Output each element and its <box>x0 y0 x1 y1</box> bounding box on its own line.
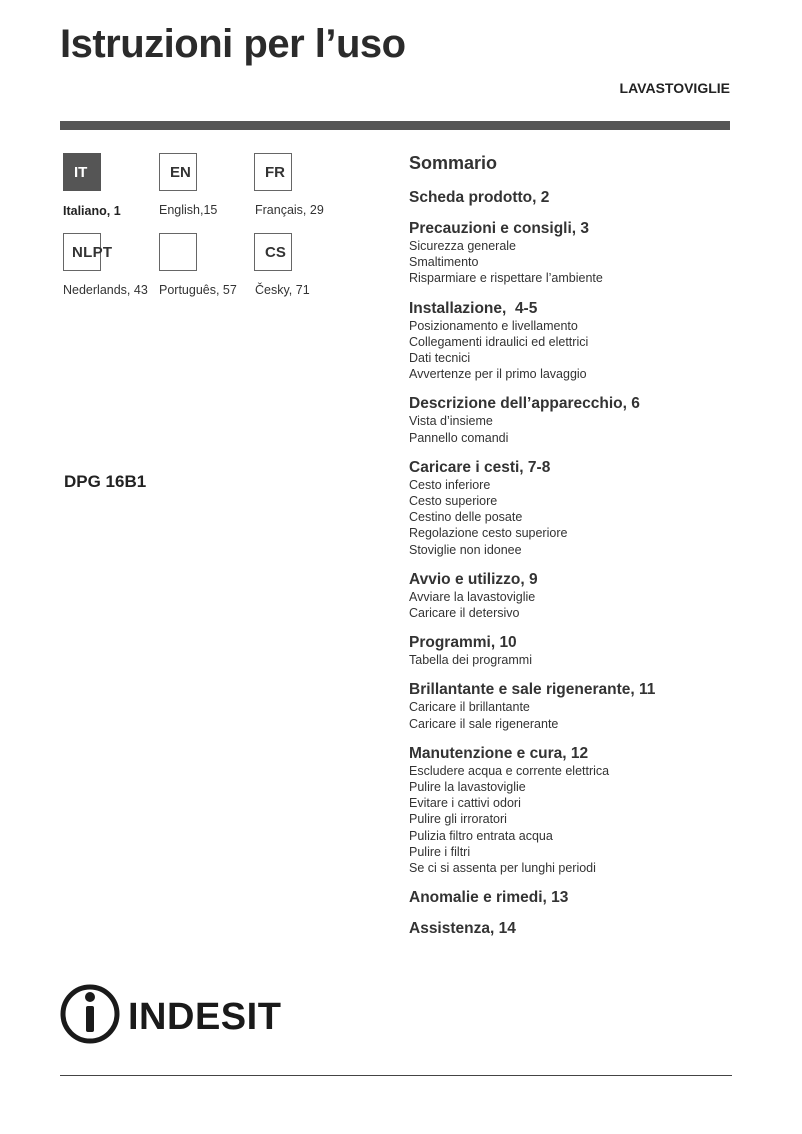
lang-caption-it: Italiano, 1 <box>63 204 121 218</box>
toc-section-caricare-cesti <box>409 458 749 558</box>
toc-item[interactable]: Pulire i filtri <box>409 844 471 859</box>
toc-heading[interactable]: Anomalie e rimedi, 13 <box>409 889 569 907</box>
lang-caption-fr: Français, 29 <box>255 203 324 217</box>
toc-item[interactable]: Tabella dei programmi <box>409 653 532 668</box>
toc-item[interactable]: Evitare i cattivi odori <box>409 796 521 811</box>
toc-heading[interactable]: Avvio e utilizzo, 9 <box>409 570 538 588</box>
toc-heading[interactable]: Brillantante e sale rigenerante, 11 <box>409 681 656 699</box>
logo-dot <box>85 992 95 1002</box>
toc-heading[interactable]: Installazione, 4-5 <box>409 299 538 317</box>
indesit-logo <box>60 984 295 1044</box>
toc-section-installazione <box>409 299 749 383</box>
header-divider <box>60 121 730 130</box>
toc-item[interactable]: Pannello comandi <box>409 430 509 445</box>
toc-item[interactable]: Caricare il brillantante <box>409 700 530 715</box>
toc-item[interactable]: Smaltimento <box>409 255 479 270</box>
toc-heading[interactable]: Scheda prodotto, 2 <box>409 189 550 206</box>
toc-item[interactable]: Caricare il detersivo <box>409 606 520 621</box>
toc-item[interactable]: Caricare il sale rigenerante <box>409 716 559 731</box>
toc-item[interactable]: Cesto inferiore <box>409 477 491 492</box>
toc-item[interactable]: Collegamenti idraulici ed elettrici <box>409 334 589 349</box>
toc-item[interactable]: Se ci si assenta per lunghi periodi <box>409 861 596 876</box>
lang-box-it[interactable]: IT <box>63 153 101 191</box>
toc-heading[interactable]: Programmi, 10 <box>409 634 517 652</box>
lang-box-pt[interactable] <box>159 233 197 271</box>
toc-item[interactable]: Posizionamento e livellamento <box>409 318 578 333</box>
toc-item[interactable]: Sicurezza generale <box>409 239 517 253</box>
lang-box-nlpt-label: NLPT <box>72 243 113 261</box>
toc-item[interactable]: Avvertenze per il primo lavaggio <box>409 367 587 382</box>
toc-title: Sommario <box>409 153 498 173</box>
toc-section-precauzioni <box>409 219 749 287</box>
toc-section-assistenza <box>409 919 749 938</box>
toc-item[interactable]: Cestino delle posate <box>409 510 523 525</box>
toc-section-manutenzione <box>409 744 749 876</box>
model-number: DPG 16B1 <box>64 472 147 491</box>
lang-caption-pt: Português, 57 <box>159 283 237 297</box>
logo-stem <box>86 1006 94 1032</box>
lang-caption-cs: Česky, 71 <box>255 283 310 297</box>
toc-item[interactable]: Regolazione cesto superiore <box>409 526 568 541</box>
toc-item[interactable]: Risparmiare e rispettare l’ambiente <box>409 271 603 286</box>
toc-item[interactable]: Pulire gli irroratori <box>409 812 507 827</box>
toc-item[interactable]: Stoviglie non idonee <box>409 542 522 557</box>
lang-caption-nl: Nederlands, 43 <box>63 283 148 297</box>
lang-caption-en: English,15 <box>159 203 218 217</box>
toc-heading[interactable]: Descrizione dell’apparecchio, 6 <box>409 395 640 413</box>
table-of-contents <box>409 152 749 950</box>
logo-wordmark: INDESIT <box>128 996 282 1038</box>
toc-item[interactable]: Pulizia filtro entrata acqua <box>409 828 553 843</box>
toc-section-avvio <box>409 570 749 621</box>
toc-heading[interactable]: Precauzioni e consigli, 3 <box>409 220 590 237</box>
toc-item[interactable]: Vista d’insieme <box>409 414 493 429</box>
toc-section-programmi <box>409 633 749 668</box>
lang-box-fr[interactable]: FR <box>254 153 292 191</box>
toc-item[interactable]: Avviare la lavastoviglie <box>409 589 536 604</box>
toc-heading[interactable]: Manutenzione e cura, 12 <box>409 744 589 762</box>
toc-section-descrizione <box>409 394 749 445</box>
lang-box-nlpt[interactable] <box>63 233 113 271</box>
product-type: LAVASTOVIGLIE <box>619 80 730 96</box>
toc-section-scheda <box>409 188 749 207</box>
lang-box-cs[interactable]: CS <box>254 233 292 271</box>
toc-heading[interactable]: Assistenza, 14 <box>409 920 516 938</box>
toc-section-brillantante <box>409 680 749 731</box>
toc-item[interactable]: Cesto superiore <box>409 494 498 509</box>
toc-item[interactable]: Dati tecnici <box>409 351 471 366</box>
toc-section-anomalie <box>409 888 749 907</box>
footer-divider <box>60 1075 732 1076</box>
toc-item[interactable]: Escludere acqua e corrente elettrica <box>409 763 610 778</box>
document-title: Istruzioni per l’uso <box>60 22 406 66</box>
lang-box-en[interactable]: EN <box>159 153 197 191</box>
toc-heading[interactable]: Caricare i cesti, 7-8 <box>409 458 551 476</box>
toc-item[interactable]: Pulire la lavastoviglie <box>409 780 526 795</box>
